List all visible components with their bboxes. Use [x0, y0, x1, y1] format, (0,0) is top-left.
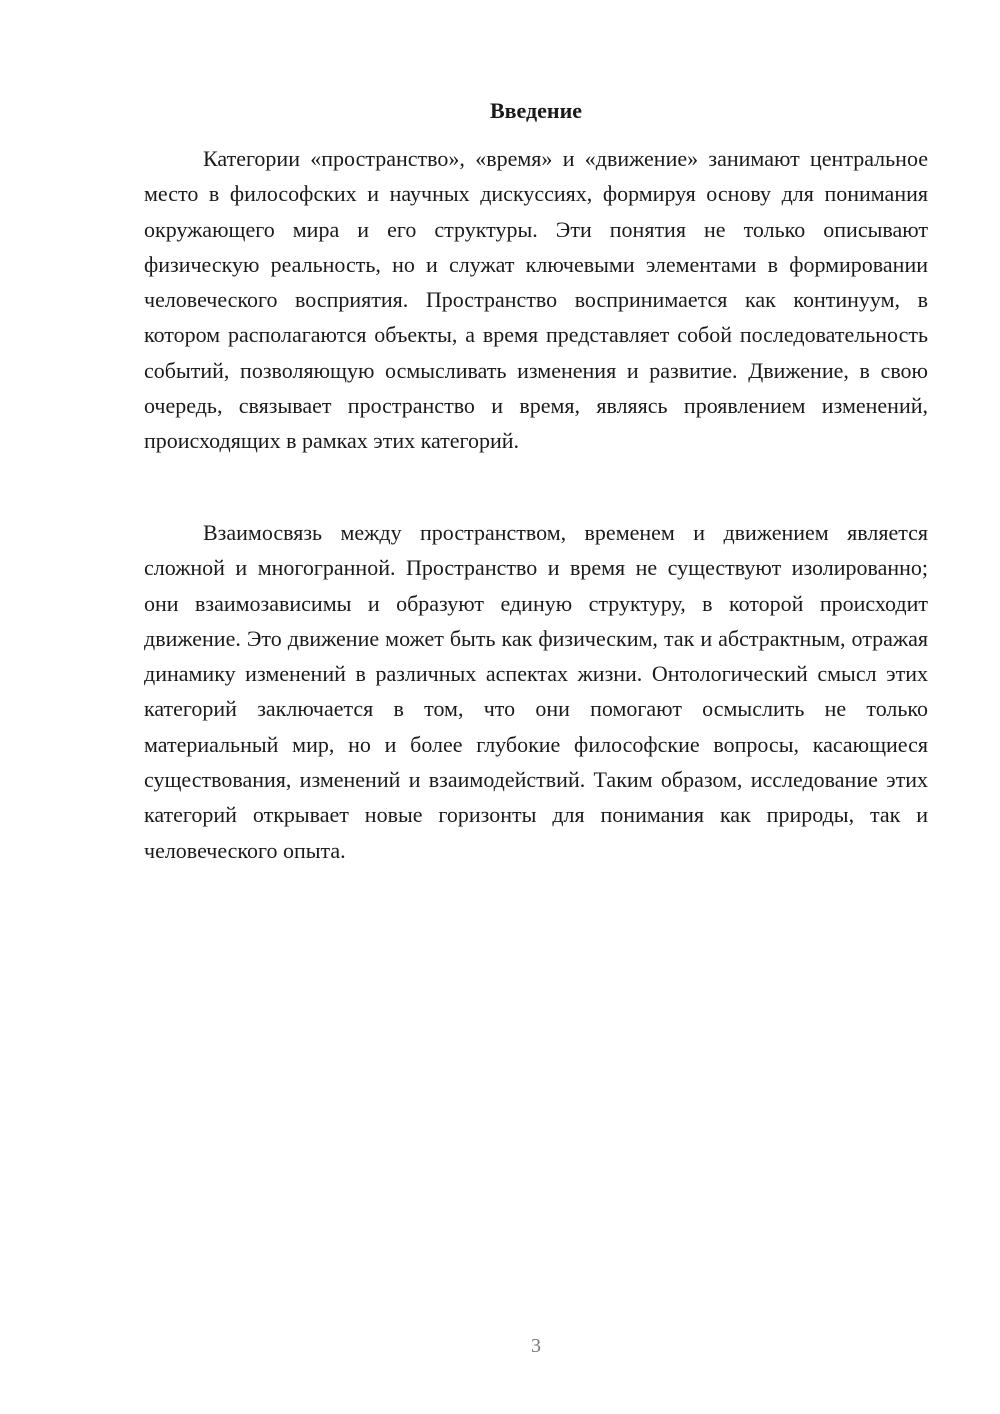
paragraph-2: Взаимосвязь между пространством, временем и движением является сложной и многогранной. Пространство и время не существуют изолированно; они взаимозависимы и образуют единую структуру, в которой происходит движение. Это движение может быть как физическим, так и абстрактным, отражая динамику изменений в различных аспектах жизни. Онтологический смысл этих категорий заключается в том, что они помогают осмыслить не только материальный мир, но и более глубокие философские вопросы, касающиеся существования, изменений и взаимодействий. Таким образом, исследование этих категорий открывает новые горизонты для понимания как природы, так и человеческого опыта.: [144, 520, 928, 863]
paragraph-1: Категории «пространство», «время» и «движение» занимают центральное место в философских и научных дискуссиях, формируя основу для понимания окружающего мира и его структуры. Эти понятия не только описывают физическую реальность, но и служат ключевыми элементами в формировании человеческого восприятия. Пространство воспринимается как континуум, в котором располагаются объекты, а время представляет собой последовательность событий, позволяющую осмысливать изменения и развитие. Движение, в свою очередь, связывает пространство и время, являясь проявлением изменений, происходящих в рамках этих категорий.: [144, 146, 928, 454]
page-number: 3: [531, 1335, 541, 1357]
section-heading: Введение: [489, 98, 583, 123]
